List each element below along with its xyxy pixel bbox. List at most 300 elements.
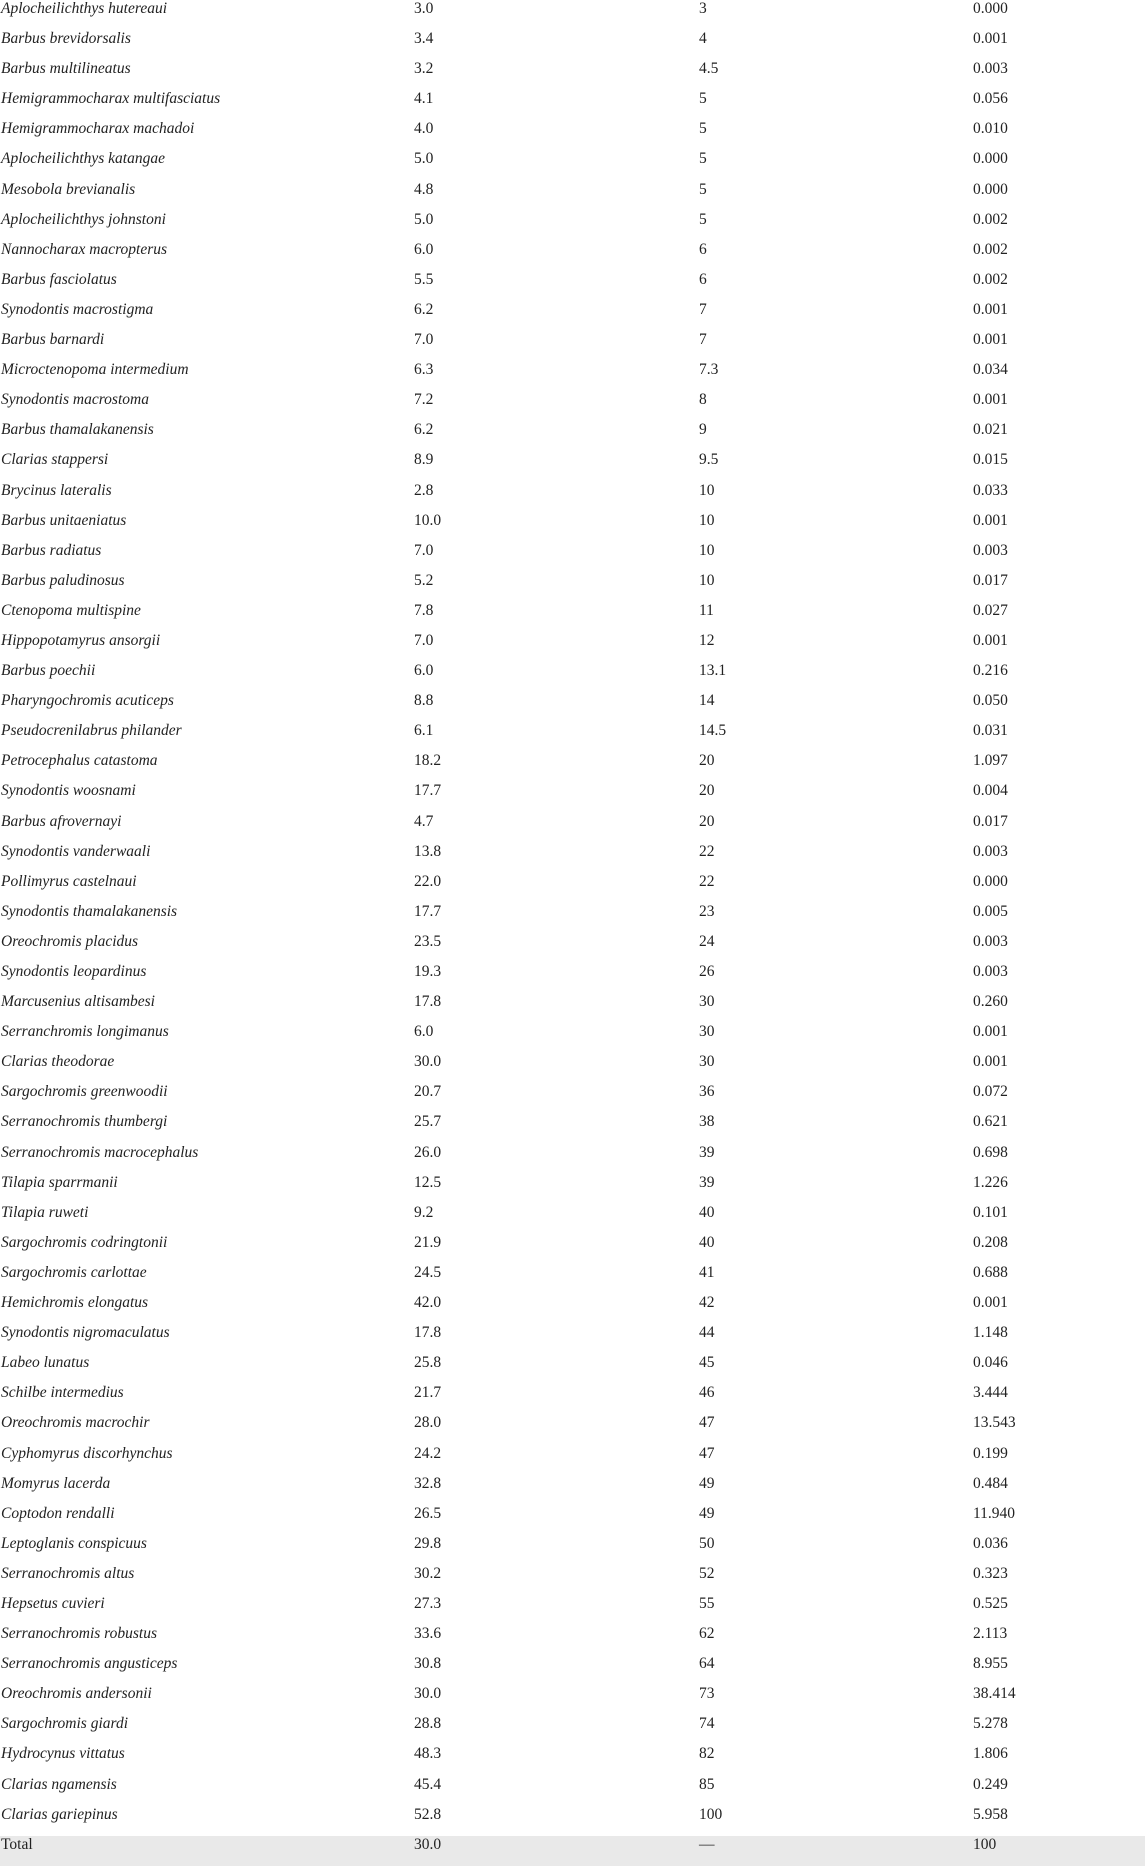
species-name: Hemichromis elongatus <box>1 1294 149 1312</box>
value-c: 1.097 <box>973 752 1008 770</box>
table-row <box>0 542 1145 572</box>
species-name: Synodontis macrostigma <box>1 300 154 318</box>
value-c: 0.031 <box>973 722 1008 740</box>
species-name: Barbus paludinosus <box>1 571 125 589</box>
value-b: 5 <box>699 210 707 228</box>
table-row <box>0 0 1145 30</box>
value-b: 44 <box>699 1324 715 1342</box>
species-name: Schilbe intermedius <box>1 1384 124 1402</box>
value-b: 14 <box>699 692 715 710</box>
value-a: 4.7 <box>414 812 434 830</box>
value-b: 6 <box>699 240 707 258</box>
value-a: 28.0 <box>414 1414 442 1432</box>
value-c: 0.004 <box>973 782 1008 800</box>
species-name: Serranochromis robustus <box>1 1625 158 1643</box>
value-c: 0.017 <box>973 812 1008 830</box>
value-a: 10.0 <box>414 511 442 529</box>
value-a: 3.0 <box>414 0 434 17</box>
species-name: Pharyngochromis acuticeps <box>1 692 174 710</box>
table-row <box>0 361 1145 391</box>
value-a: 18.2 <box>414 752 442 770</box>
value-b: 46 <box>699 1384 715 1402</box>
value-c: 5.278 <box>973 1715 1008 1733</box>
species-name: Brycinus lateralis <box>1 481 112 499</box>
value-b: 5 <box>699 150 707 168</box>
value-a: 32.8 <box>414 1474 442 1492</box>
value-a: 6.2 <box>414 421 434 439</box>
value-b: 10 <box>699 541 715 559</box>
value-c: 0.208 <box>973 1233 1008 1251</box>
table-row <box>0 1745 1145 1775</box>
value-b: 52 <box>699 1564 715 1582</box>
species-name: Barbus poechii <box>1 662 96 680</box>
table-row <box>0 1294 1145 1324</box>
species-name: Sargochromis codringtonii <box>1 1233 168 1251</box>
table-row <box>0 1776 1145 1806</box>
value-a: 6.2 <box>414 300 434 318</box>
value-a: 27.3 <box>414 1594 442 1612</box>
species-name: Barbus thamalakanensis <box>1 421 154 439</box>
value-a: 4.1 <box>414 90 434 108</box>
value-b: 39 <box>699 1143 715 1161</box>
value-b: 62 <box>699 1625 715 1643</box>
table-row <box>0 813 1145 843</box>
value-c: 0.005 <box>973 902 1008 920</box>
species-name: Microctenopoma intermedium <box>1 361 189 379</box>
total-value-c: 100 <box>973 1835 997 1853</box>
value-c: 38.414 <box>973 1685 1016 1703</box>
value-a: 2.8 <box>414 481 434 499</box>
species-name: Synodontis macrostoma <box>1 391 149 409</box>
value-b: 55 <box>699 1594 715 1612</box>
value-c: 0.003 <box>973 963 1008 980</box>
value-a: 30.0 <box>414 1053 442 1071</box>
value-a: 48.3 <box>414 1745 442 1763</box>
value-b: 40 <box>699 1203 715 1221</box>
value-b: 38 <box>699 1113 715 1131</box>
value-a: 25.8 <box>414 1354 442 1372</box>
value-c: 0.002 <box>973 270 1008 288</box>
species-name: Oreochromis placidus <box>1 932 139 950</box>
species-name: Clarias gariepinus <box>1 1805 118 1823</box>
table-row <box>0 782 1145 812</box>
value-c: 0.003 <box>973 842 1008 860</box>
table-row <box>0 1083 1145 1113</box>
species-name: Barbus unitaeniatus <box>1 511 127 529</box>
table-row <box>0 1655 1145 1685</box>
total-label: Total <box>1 1835 33 1853</box>
value-b: 45 <box>699 1354 715 1372</box>
value-c: 0.001 <box>973 1294 1008 1312</box>
species-name: Serranochromis thumbergi <box>1 1113 168 1131</box>
species-name: Serranochromis macrocephalus <box>1 1143 199 1161</box>
value-a: 5.0 <box>414 150 434 168</box>
value-b: 9.5 <box>699 451 719 469</box>
table-row <box>0 1685 1145 1715</box>
species-name: Pseudocrenilabrus philander <box>1 722 182 740</box>
species-name: Barbus radiatus <box>1 541 102 559</box>
species-name: Pollimyrus castelnaui <box>1 872 137 890</box>
value-a: 26.0 <box>414 1143 442 1161</box>
species-name: Hemigrammocharax multifasciatus <box>1 90 221 108</box>
value-a: 12.5 <box>414 1173 442 1191</box>
value-c: 0.621 <box>973 1113 1008 1131</box>
table-row <box>0 722 1145 752</box>
value-a: 25.7 <box>414 1113 442 1131</box>
value-c: 0.000 <box>973 180 1008 198</box>
table-row <box>0 1204 1145 1234</box>
table-row <box>0 90 1145 120</box>
value-a: 5.2 <box>414 571 434 589</box>
table-row <box>0 1595 1145 1625</box>
value-c: 0.001 <box>973 331 1008 349</box>
value-b: 40 <box>699 1233 715 1251</box>
species-name: Serranochromis altus <box>1 1564 135 1582</box>
value-b: 5 <box>699 120 707 138</box>
table-row <box>0 211 1145 241</box>
value-b: 14.5 <box>699 722 727 740</box>
species-name: Hydrocynus vittatus <box>1 1745 125 1763</box>
value-c: 0.003 <box>973 541 1008 559</box>
total-value-b: — <box>699 1835 715 1853</box>
value-c: 8.955 <box>973 1655 1008 1673</box>
value-a: 4.8 <box>414 180 434 198</box>
table-row <box>0 903 1145 933</box>
value-b: 22 <box>699 842 715 860</box>
table-row <box>0 1023 1145 1053</box>
value-c: 2.113 <box>973 1625 1008 1643</box>
table-row <box>0 1264 1145 1294</box>
value-a: 6.1 <box>414 722 434 740</box>
value-b: 11 <box>699 601 714 619</box>
species-name: Aplocheilichthys hutereaui <box>1 0 168 17</box>
value-c: 5.958 <box>973 1805 1008 1823</box>
value-c: 13.543 <box>973 1414 1016 1432</box>
value-c: 0.010 <box>973 120 1008 138</box>
table-row <box>0 1535 1145 1565</box>
table-row <box>0 150 1145 180</box>
species-name: Synodontis leopardinus <box>1 963 147 980</box>
species-name: Synodontis thamalakanensis <box>1 902 178 920</box>
value-a: 23.5 <box>414 932 442 950</box>
value-c: 0.249 <box>973 1775 1008 1793</box>
value-a: 7.8 <box>414 601 434 619</box>
value-a: 6.3 <box>414 361 434 379</box>
table-row <box>0 632 1145 662</box>
table-row <box>0 301 1145 331</box>
species-name: Sargochromis carlottae <box>1 1263 147 1281</box>
species-name: Hemigrammocharax machadoi <box>1 120 195 138</box>
value-c: 0.034 <box>973 361 1008 379</box>
value-a: 17.8 <box>414 1324 442 1342</box>
value-a: 22.0 <box>414 872 442 890</box>
value-b: 10 <box>699 571 715 589</box>
value-a: 30.0 <box>414 1685 442 1703</box>
value-a: 21.9 <box>414 1233 442 1251</box>
value-b: 20 <box>699 812 715 830</box>
value-a: 7.0 <box>414 541 434 559</box>
table-row <box>0 1324 1145 1354</box>
species-name: Mesobola brevianalis <box>1 180 136 198</box>
table-row <box>0 1715 1145 1745</box>
value-b: 7 <box>699 300 707 318</box>
species-name: Barbus barnardi <box>1 331 105 349</box>
value-c: 0.072 <box>973 1083 1008 1101</box>
value-b: 24 <box>699 932 715 950</box>
value-c: 0.046 <box>973 1354 1008 1372</box>
species-name: Clarias ngamensis <box>1 1775 117 1793</box>
table-row <box>0 1053 1145 1083</box>
value-c: 0.216 <box>973 662 1008 680</box>
value-a: 30.2 <box>414 1564 442 1582</box>
value-b: 30 <box>699 1023 715 1041</box>
value-a: 45.4 <box>414 1775 442 1793</box>
value-c: 0.056 <box>973 90 1008 108</box>
value-c: 0.101 <box>973 1203 1008 1221</box>
table-row <box>0 873 1145 903</box>
value-a: 24.2 <box>414 1444 442 1462</box>
species-name: Coptodon rendalli <box>1 1504 115 1522</box>
table-row <box>0 1505 1145 1535</box>
species-name: Barbus brevidorsalis <box>1 30 131 48</box>
value-b: 5 <box>699 90 707 108</box>
value-a: 19.3 <box>414 963 442 980</box>
table-row <box>0 60 1145 90</box>
total-value-a: 30.0 <box>414 1835 442 1853</box>
value-b: 6 <box>699 270 707 288</box>
table-row <box>0 1354 1145 1384</box>
value-a: 24.5 <box>414 1263 442 1281</box>
value-b: 85 <box>699 1775 715 1793</box>
value-c: 0.001 <box>973 300 1008 318</box>
table-row <box>0 692 1145 722</box>
species-name: Synodontis nigromaculatus <box>1 1324 170 1342</box>
table-row <box>0 1234 1145 1264</box>
value-c: 3.444 <box>973 1384 1008 1402</box>
species-name: Petrocephalus catastoma <box>1 752 158 770</box>
value-a: 52.8 <box>414 1805 442 1823</box>
table-row <box>0 1475 1145 1505</box>
table-row <box>0 752 1145 782</box>
species-name: Synodontis woosnami <box>1 782 136 800</box>
species-name: Hepsetus cuvieri <box>1 1594 105 1612</box>
value-b: 36 <box>699 1083 715 1101</box>
value-b: 82 <box>699 1745 715 1763</box>
species-name: Tilapia ruweti <box>1 1203 89 1221</box>
value-a: 8.9 <box>414 451 434 469</box>
table-row <box>0 1144 1145 1174</box>
value-b: 49 <box>699 1474 715 1492</box>
value-c: 0.003 <box>973 932 1008 950</box>
species-name: Hippopotamyrus ansorgii <box>1 631 161 649</box>
value-b: 64 <box>699 1655 715 1673</box>
value-c: 0.698 <box>973 1143 1008 1161</box>
value-a: 8.8 <box>414 692 434 710</box>
value-c: 1.806 <box>973 1745 1008 1763</box>
value-c: 0.002 <box>973 210 1008 228</box>
table-row <box>0 1174 1145 1204</box>
species-name: Oreochromis andersonii <box>1 1685 152 1703</box>
value-c: 0.027 <box>973 601 1008 619</box>
value-b: 8 <box>699 391 707 409</box>
value-b: 49 <box>699 1504 715 1522</box>
value-b: 30 <box>699 1053 715 1071</box>
value-a: 6.0 <box>414 1023 434 1041</box>
value-b: 42 <box>699 1294 715 1312</box>
value-b: 41 <box>699 1263 715 1281</box>
species-name: Sargochromis giardi <box>1 1715 129 1733</box>
value-a: 28.8 <box>414 1715 442 1733</box>
value-c: 0.000 <box>973 150 1008 168</box>
table-row <box>0 993 1145 1023</box>
value-b: 50 <box>699 1534 715 1552</box>
table-row <box>0 1384 1145 1414</box>
table-row <box>0 451 1145 481</box>
value-a: 42.0 <box>414 1294 442 1312</box>
table-row <box>0 482 1145 512</box>
total-row <box>0 1836 1145 1866</box>
species-name: Serranchromis longimanus <box>1 1023 169 1041</box>
table-row <box>0 1806 1145 1836</box>
value-b: 74 <box>699 1715 715 1733</box>
value-a: 7.2 <box>414 391 434 409</box>
value-b: 3 <box>699 0 707 17</box>
value-c: 0.003 <box>973 60 1008 78</box>
value-b: 7.3 <box>699 361 719 379</box>
value-b: 100 <box>699 1805 723 1823</box>
table-row <box>0 1113 1145 1143</box>
species-name: Barbus afrovernayi <box>1 812 122 830</box>
table-row <box>0 933 1145 963</box>
value-b: 47 <box>699 1444 715 1462</box>
table-row <box>0 572 1145 602</box>
value-c: 0.017 <box>973 571 1008 589</box>
species-name: Leptoglanis conspicuus <box>1 1534 147 1552</box>
table-row <box>0 1414 1145 1444</box>
value-b: 12 <box>699 631 715 649</box>
value-b: 26 <box>699 963 715 980</box>
value-c: 1.226 <box>973 1173 1008 1191</box>
species-name: Clarias stappersi <box>1 451 109 469</box>
value-a: 17.7 <box>414 782 442 800</box>
species-name: Marcusenius altisambesi <box>1 993 155 1011</box>
species-name: Nannocharax macropterus <box>1 240 168 258</box>
table-row <box>0 963 1145 993</box>
table-row <box>0 1625 1145 1655</box>
value-a: 7.0 <box>414 631 434 649</box>
value-a: 6.0 <box>414 240 434 258</box>
value-c: 0.015 <box>973 451 1008 469</box>
value-a: 3.2 <box>414 60 434 78</box>
value-a: 5.0 <box>414 210 434 228</box>
species-name: Tilapia sparrmanii <box>1 1173 118 1191</box>
value-a: 20.7 <box>414 1083 442 1101</box>
value-c: 0.002 <box>973 240 1008 258</box>
value-c: 0.688 <box>973 1263 1008 1281</box>
value-c: 0.323 <box>973 1564 1008 1582</box>
value-b: 13.1 <box>699 662 727 680</box>
value-c: 0.001 <box>973 631 1008 649</box>
species-name: Clarias theodorae <box>1 1053 115 1071</box>
value-c: 11.940 <box>973 1504 1016 1522</box>
species-name: Cyphomyrus discorhynchus <box>1 1444 173 1462</box>
value-c: 0.001 <box>973 391 1008 409</box>
species-name: Barbus multilineatus <box>1 60 131 78</box>
value-a: 21.7 <box>414 1384 442 1402</box>
species-name: Labeo lunatus <box>1 1354 90 1372</box>
table-row <box>0 421 1145 451</box>
value-c: 0.000 <box>973 0 1008 17</box>
species-name: Ctenopoma multispine <box>1 601 141 619</box>
value-b: 20 <box>699 752 715 770</box>
table-row <box>0 662 1145 692</box>
value-b: 39 <box>699 1173 715 1191</box>
value-c: 0.484 <box>973 1474 1008 1492</box>
value-b: 7 <box>699 331 707 349</box>
table-row <box>0 241 1145 271</box>
value-a: 17.8 <box>414 993 442 1011</box>
value-c: 0.001 <box>973 30 1008 48</box>
table-row <box>0 30 1145 60</box>
value-b: 73 <box>699 1685 715 1703</box>
table-row <box>0 181 1145 211</box>
value-a: 17.7 <box>414 902 442 920</box>
value-c: 0.000 <box>973 872 1008 890</box>
value-a: 7.0 <box>414 331 434 349</box>
species-name: Serranochromis angusticeps <box>1 1655 178 1673</box>
value-c: 0.001 <box>973 1053 1008 1071</box>
value-a: 13.8 <box>414 842 442 860</box>
table-row <box>0 391 1145 421</box>
value-c: 0.260 <box>973 993 1008 1011</box>
value-b: 4 <box>699 30 707 48</box>
table-row <box>0 120 1145 150</box>
value-b: 9 <box>699 421 707 439</box>
value-a: 26.5 <box>414 1504 442 1522</box>
value-c: 0.001 <box>973 1023 1008 1041</box>
value-b: 4.5 <box>699 60 719 78</box>
value-a: 9.2 <box>414 1203 434 1221</box>
value-c: 0.001 <box>973 511 1008 529</box>
value-b: 47 <box>699 1414 715 1432</box>
value-b: 10 <box>699 511 715 529</box>
value-c: 0.021 <box>973 421 1008 439</box>
species-name: Synodontis vanderwaali <box>1 842 151 860</box>
value-a: 3.4 <box>414 30 434 48</box>
species-name: Oreochromis macrochir <box>1 1414 150 1432</box>
table-row <box>0 843 1145 873</box>
table-row <box>0 1565 1145 1595</box>
value-b: 30 <box>699 993 715 1011</box>
table-row <box>0 331 1145 361</box>
value-a: 6.0 <box>414 662 434 680</box>
value-c: 1.148 <box>973 1324 1008 1342</box>
species-name: Aplocheilichthys johnstoni <box>1 210 166 228</box>
value-a: 30.8 <box>414 1655 442 1673</box>
species-name: Sargochromis greenwoodii <box>1 1083 168 1101</box>
value-b: 20 <box>699 782 715 800</box>
species-name: Aplocheilichthys katangae <box>1 150 165 168</box>
table-row <box>0 1445 1145 1475</box>
table-row <box>0 602 1145 632</box>
value-c: 0.036 <box>973 1534 1008 1552</box>
value-c: 0.050 <box>973 692 1008 710</box>
value-a: 4.0 <box>414 120 434 138</box>
value-b: 10 <box>699 481 715 499</box>
value-c: 0.033 <box>973 481 1008 499</box>
value-a: 33.6 <box>414 1625 442 1643</box>
value-a: 5.5 <box>414 270 434 288</box>
